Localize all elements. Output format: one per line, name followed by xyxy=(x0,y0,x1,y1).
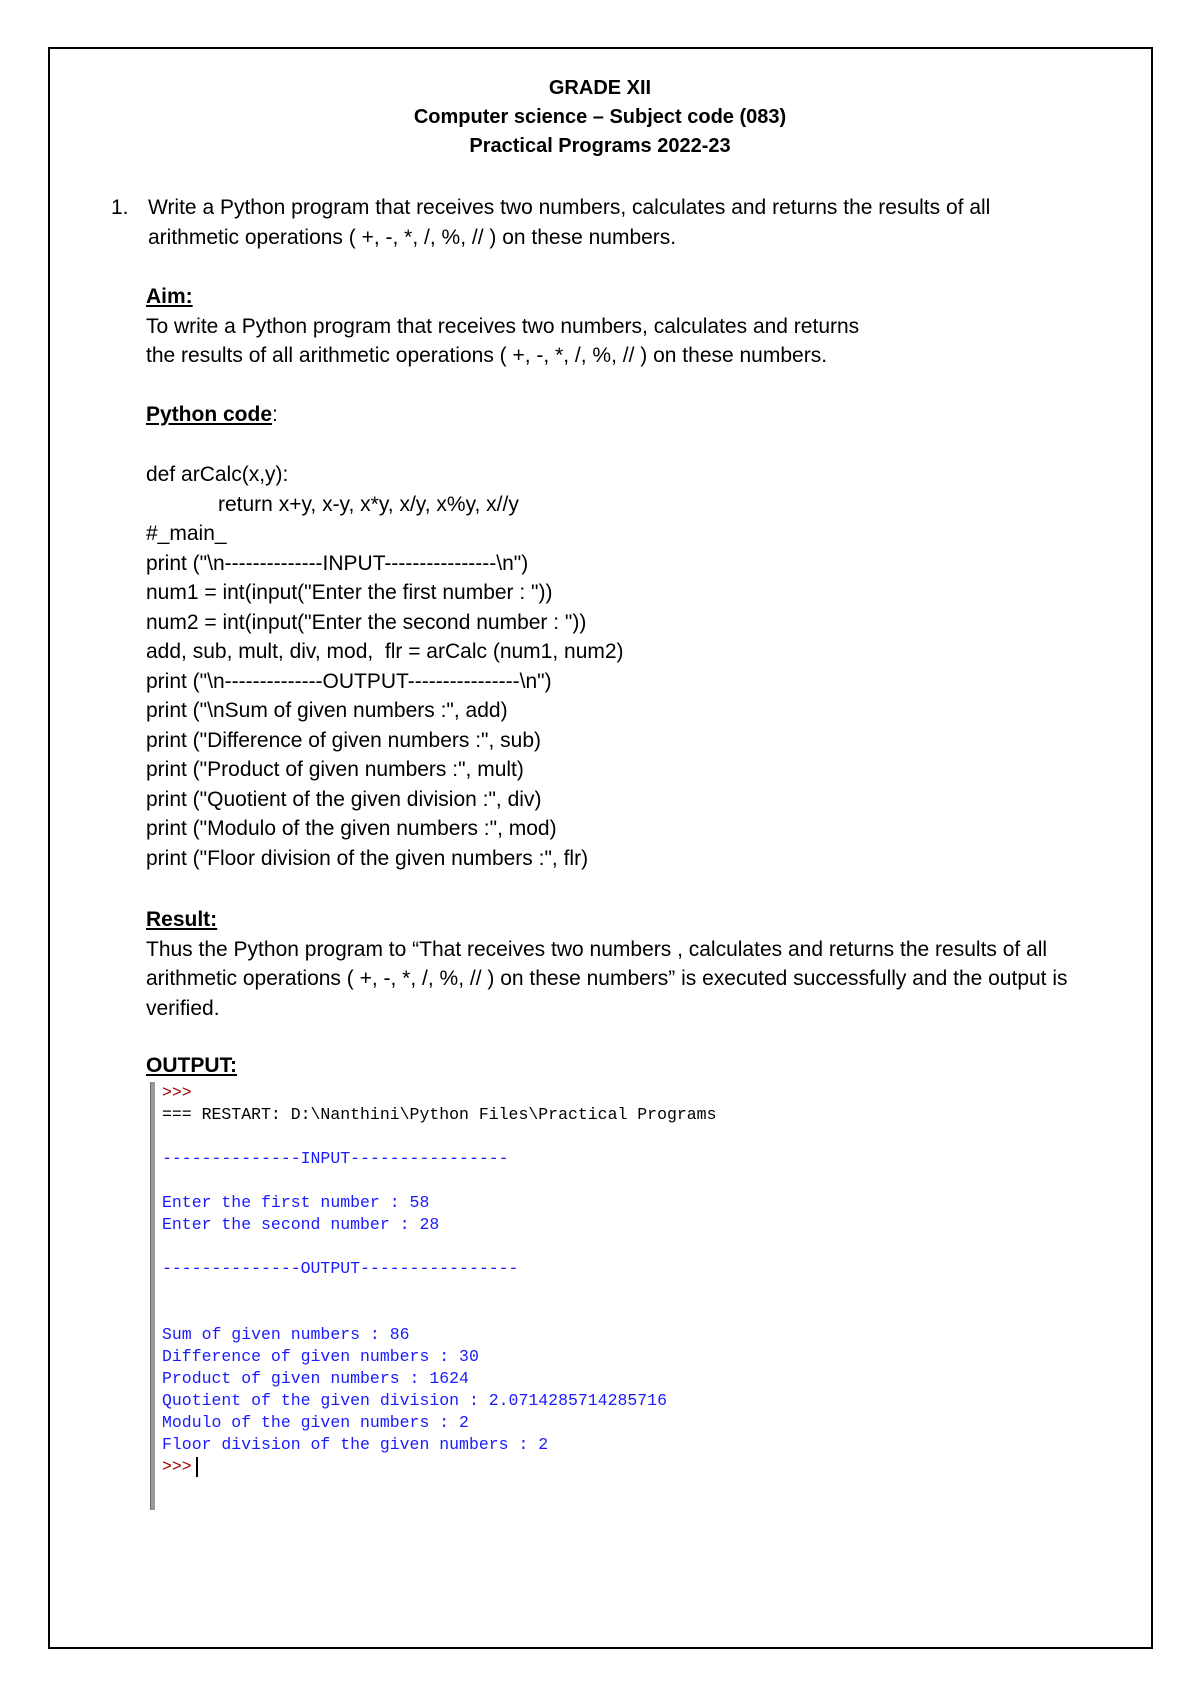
python-code xyxy=(146,460,1126,873)
shell-output-banner: --------------OUTPUT---------------- xyxy=(162,1259,519,1278)
code-line: print ("\n--------------INPUT----------------\n") xyxy=(146,551,529,575)
aim-heading: Aim: xyxy=(146,285,193,308)
python-shell-output xyxy=(150,1082,890,1512)
shell-quotient: Quotient of the given division : 2.0714285714285716 xyxy=(162,1391,667,1410)
document-header xyxy=(0,74,1200,161)
code-line: def arCalc(x,y): xyxy=(146,463,289,486)
code-line: print ("\n--------------OUTPUT----------------\n") xyxy=(146,669,552,693)
shell-modulo: Modulo of the given numbers : 2 xyxy=(162,1413,469,1432)
code-line: print ("\nSum of given numbers :", add) xyxy=(146,699,508,722)
result-text: Thus the Python program to “That receives two numbers , calculates and returns the results of all arithmetic operations ( +, -, *, /, %, // ) on these numbers” is executed successfully and the output is verified. xyxy=(146,937,1068,1020)
shell-scrollbar xyxy=(150,1082,155,1510)
shell-difference: Difference of given numbers : 30 xyxy=(162,1347,479,1366)
question-number: 1. xyxy=(111,196,129,219)
grade-title: GRADE XII xyxy=(548,77,652,99)
code-heading-row xyxy=(146,400,1126,430)
shell-prompt: >>> xyxy=(162,1457,192,1476)
aim-section xyxy=(146,282,1126,371)
text-cursor xyxy=(196,1457,198,1477)
code-line: print ("Modulo of the given numbers :", mod) xyxy=(146,817,557,840)
shell-floor-division: Floor division of the given numbers : 2 xyxy=(162,1435,549,1454)
output-heading: OUTPUT: xyxy=(146,1054,237,1077)
practical-title: Practical Programs 2022-23 xyxy=(469,135,731,157)
shell-second-number: Enter the second number : 28 xyxy=(162,1215,440,1234)
code-line: print ("Difference of given numbers :", sub) xyxy=(146,728,542,752)
code-heading: Python code xyxy=(146,403,273,426)
shell-input-banner: --------------INPUT---------------- xyxy=(162,1149,509,1168)
code-heading-colon: : xyxy=(272,403,278,426)
code-line: add, sub, mult, div, mod, flr = arCalc (num1, num2) xyxy=(146,640,624,663)
code-line: num1 = int(input("Enter the first number : ")) xyxy=(146,581,553,604)
shell-product: Product of given numbers : 1624 xyxy=(162,1369,469,1388)
result-section xyxy=(146,905,1126,1023)
output-heading-row xyxy=(146,1051,1126,1081)
aim-line-1: To write a Python program that receives two numbers, calculates and returns xyxy=(146,314,860,338)
aim-line-2: the results of all arithmetic operations ( +, -, *, /, %, // ) on these numbers. xyxy=(146,344,828,367)
result-heading: Result: xyxy=(146,908,218,931)
shell-last-line xyxy=(162,1456,717,1478)
code-line: print ("Product of given numbers :", mult) xyxy=(146,758,524,781)
shell-sum: Sum of given numbers : 86 xyxy=(162,1325,410,1344)
code-line: print ("Quotient of the given division :", div) xyxy=(146,787,542,811)
code-line: print ("Floor division of the given numbers :", flr) xyxy=(146,846,589,870)
subject-title: Computer science – Subject code (083) xyxy=(413,106,787,128)
question-text: Write a Python program that receives two numbers, calculates and returns the results of all arithmetic operations ( +, -, *, /, %, // ) on these numbers. xyxy=(148,196,991,249)
code-line: #_main_ xyxy=(146,522,227,545)
shell-restart: === RESTART: D:\Nanthini\Python Files\Practical Programs xyxy=(162,1105,717,1124)
code-line: num2 = int(input("Enter the second number : ")) xyxy=(146,610,587,634)
code-line: return x+y, x-y, x*y, x/y, x%y, x//y xyxy=(218,492,519,516)
shell-prompt: >>> xyxy=(162,1083,192,1102)
shell-first-number: Enter the first number : 58 xyxy=(162,1193,430,1212)
